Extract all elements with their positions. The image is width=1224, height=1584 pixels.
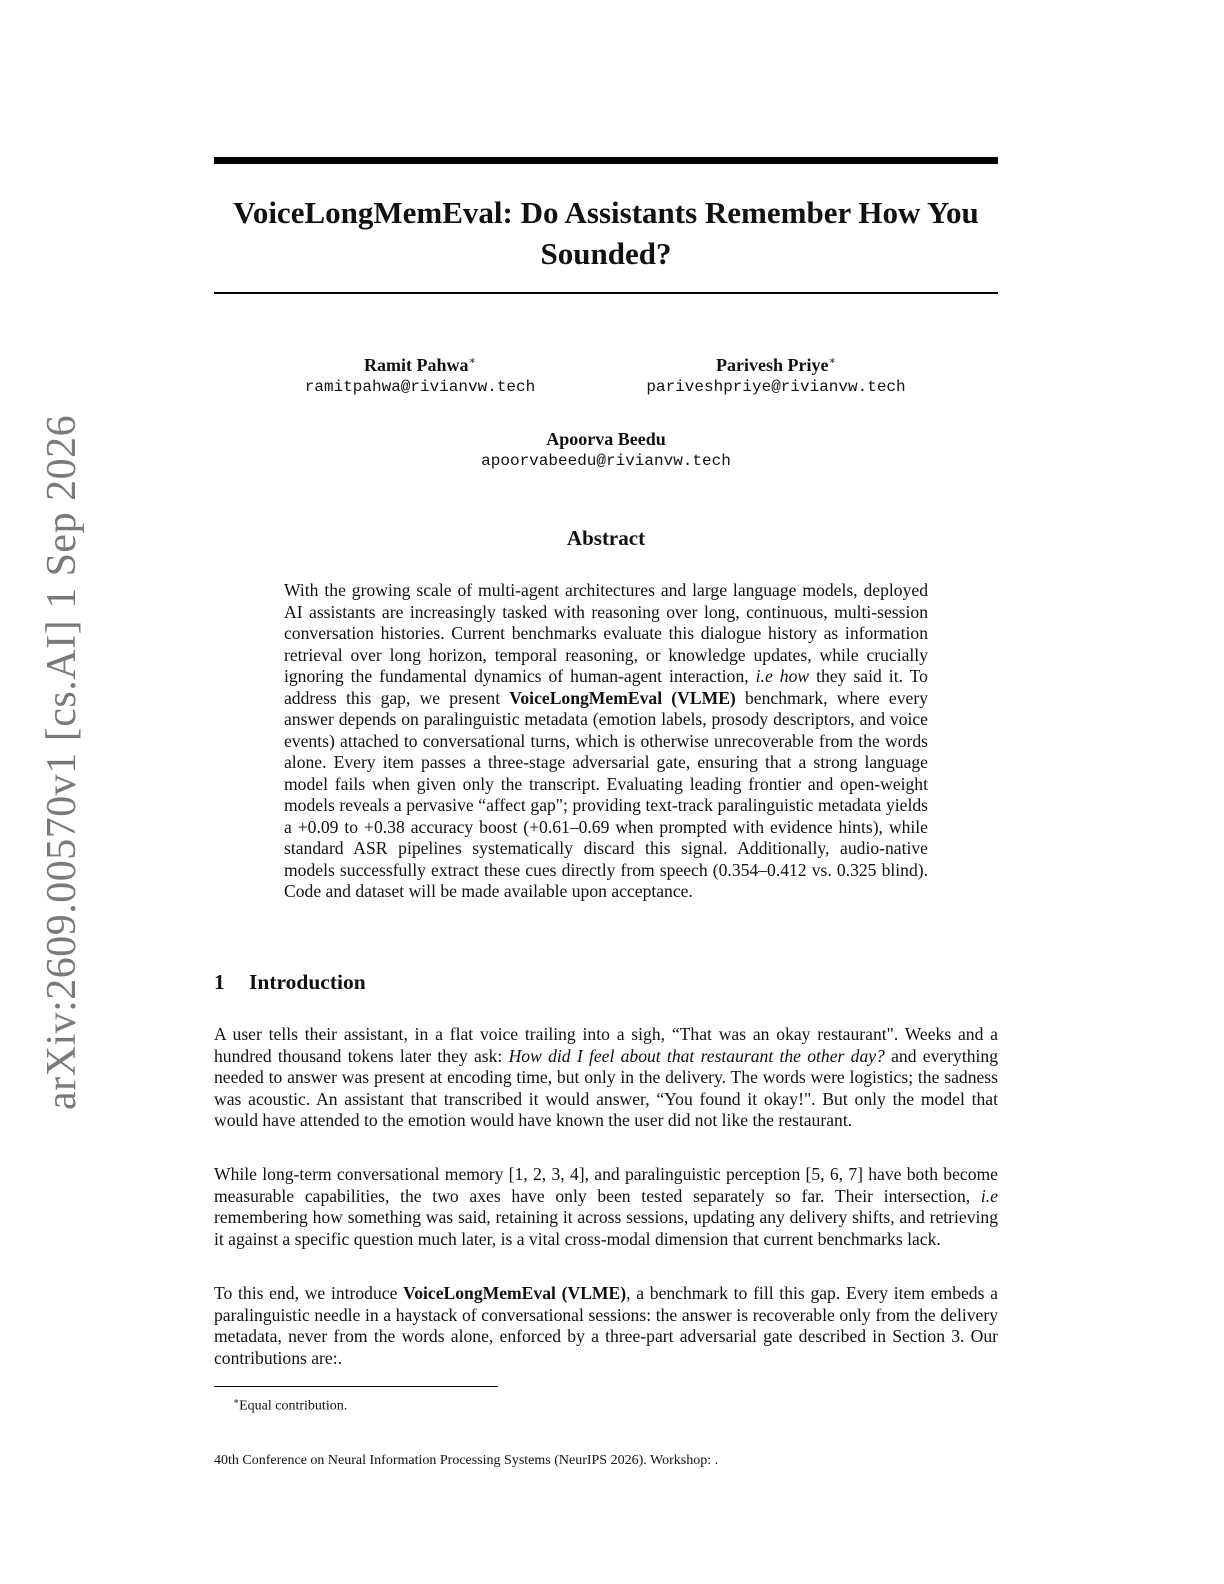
author-email: pariveshpriye@rivianvw.tech — [646, 378, 906, 396]
title-rule-top — [214, 157, 998, 164]
author-1 — [250, 350, 590, 398]
paper-title: VoiceLongMemEval: Do Assistants Remember How You Sounded? — [233, 195, 979, 271]
arxiv-identifier: arXiv:2609.00570v1 [cs.AI] 1 Sep 2026 — [39, 414, 85, 1110]
abstract-body: With the growing scale of multi-agent architectures and large language models, deployed AI assistants are increasingly tasked with reasoning over long, continuous, multi-session conversation histories. Current benchmarks evaluate this dialogue history as information retrieval over long horizon, temporal reasoning, or knowledge updates, while crucially ignoring the fundamental dynamics of human-agent interaction, i.e how they said it. To address this gap, we present VoiceLongMemEval (VLME) benchmark, where every answer depends on paralinguistic metadata (emotion labels, prosody descriptors, and voice events) attached to conversational turns, which is otherwise unrecoverable from the words alone. Every item passes a three-stage adversarial gate, ensuring that a strong language model fails when given only the transcript. Evaluating leading frontier and open-weight models reveals a pervasive “affect gap"; providing text-track paralinguistic metadata yields a +0.09 to +0.38 accuracy boost (+0.61–0.69 when prompted with evidence hints), while standard ASR pipelines systematically discard this signal. Additionally, audio-native models successfully extract these cues directly from speech (0.354–0.412 vs. 0.325 blind). Code and dataset will be made available upon acceptance. — [284, 580, 928, 901]
footnote-rule — [214, 1386, 498, 1387]
intro-paragraph-2: While long-term conversational memory [1, 2, 3, 4], and paralinguistic perception [5, 6, 7] have both become measurable capabilities, the two axes have only been tested separately so far. Their intersection, i.e remembering how something was said, retaining it across sessions, updating any delivery shifts, and retrieving it against a specific question much later, is a vital cross-modal dimension that current benchmarks lack. — [214, 1164, 998, 1249]
section-heading-introduction: 1 Introduction — [214, 970, 366, 994]
title-rule-bottom — [214, 292, 998, 294]
author-name: Parivesh Priye∗ — [716, 355, 836, 375]
venue-footer: 40th Conference on Neural Information Processing Systems (NeurIPS 2026). Workshop: . — [214, 1453, 719, 1468]
author-name: Apoorva Beedu — [546, 429, 666, 449]
intro-paragraph-1: A user tells their assistant, in a flat voice trailing into a sigh, “That was an okay restaurant". Weeks and a hundred thousand tokens later they ask: How did I feel about that restaurant the other day? and everything needed to answer was present at encoding time, but only in the delivery. The words were logistics; the sadness was acoustic. An assistant that transcribed it would answer, “You found it okay!". But only the model that would have attended to the emotion would have known the user did not like the restaurant. — [214, 1024, 999, 1130]
author-name: Ramit Pahwa∗ — [364, 355, 476, 375]
author-3 — [436, 428, 776, 472]
footnote: ∗Equal contribution. — [233, 1396, 348, 1414]
author-2 — [606, 350, 946, 398]
author-email: apoorvabeedu@rivianvw.tech — [481, 452, 731, 470]
abstract-heading: Abstract — [566, 526, 646, 550]
author-email: ramitpahwa@rivianvw.tech — [304, 378, 536, 396]
intro-paragraph-3: To this end, we introduce VoiceLongMemEval (VLME), a benchmark to fill this gap. Every item embeds a paralinguistic needle in a haystack of conversational sessions: the answer is recoverable only from the delivery metadata, never from the words alone, enforced by a three-part adversarial gate described in Section 3. Our contributions are:. — [214, 1283, 998, 1368]
